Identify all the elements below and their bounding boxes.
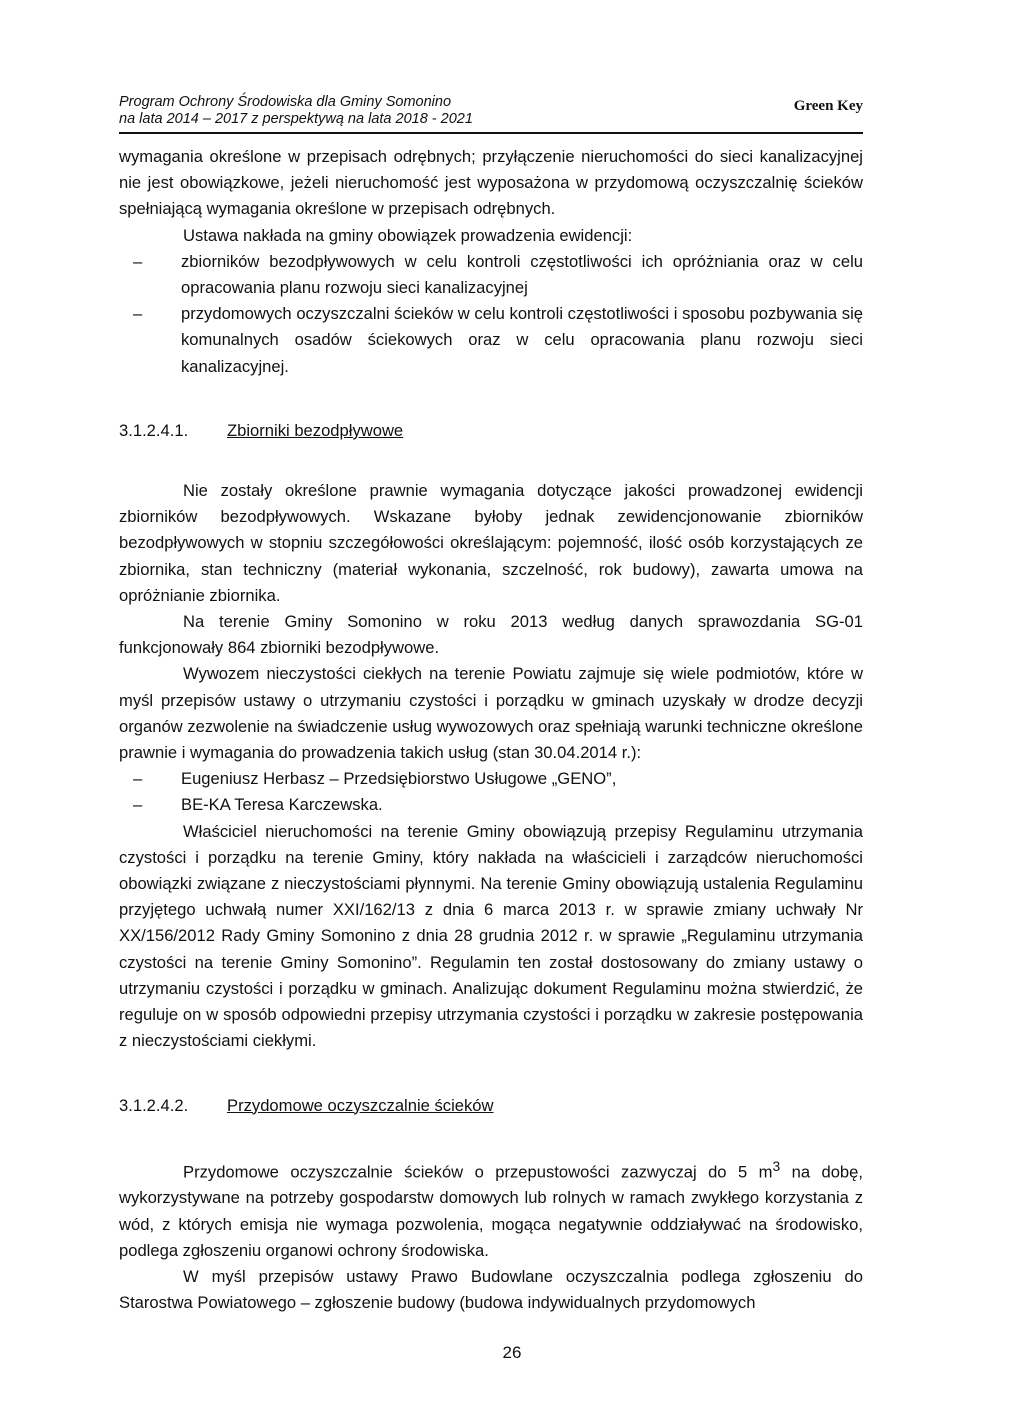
text-run: na dobę, wykorzystywane na potrzeby gospodarstw domowych lub rolnych w ramach zwykłego korzystania z wód, z których emisja nie wymaga pozwolenia, mogąca negatywnie oddziaływać na środowisko, podlega zgłoszeniu organowi ochrony środowiska. bbox=[119, 1162, 863, 1260]
header-brand: Green Key bbox=[793, 98, 863, 114]
intro-paragraph-2: Ustawa nakłada na gminy obowiązek prowadzenia ewidencji: bbox=[183, 225, 633, 245]
list-item: – przydomowych oczyszczalni ścieków w celu kontroli częstotliwości i sposobu pozbywania się komunalnych osadów ściekowych oraz w celu opracowania planu rozwoju sieci kanalizacyjnej. bbox=[119, 301, 863, 380]
list-item: – BE-KA Teresa Karczewska. bbox=[119, 792, 863, 818]
header-line-1: Program Ochrony Środowiska dla Gminy Somonino bbox=[119, 94, 452, 110]
page-number: 26 bbox=[502, 1343, 522, 1362]
page-header bbox=[119, 92, 863, 134]
section1-paragraph-4: Właściciel nieruchomości na terenie Gminy obowiązują przepisy Regulaminu utrzymania czystości i porządku na terenie Gminy, który nakłada na właścicieli i zarządców nieruchomości obowiązki związane z nieczystościami płynnymi. Na terenie Gminy obowiązują ustalenia Regulaminu przyjętego uchwałą numer XXI/162/13 z dnia 6 marca 2013 r. w sprawie zmiany uchwały Nr XX/156/2012 Rady Gminy Somonino z dnia 28 grudnia 2012 r. w sprawie „Regulaminu utrzymania czystości na terenie Gminy Somonino”. Regulamin ten został dostosowany do zmiany ustawy o utrzymaniu czystości i porządku w gminach. Analizując dokument Regulaminu można stwierdzić, że reguluje on w sposób odpowiedni przepisy utrzymania czystości i porządku w zakresie postępowania z nieczystościami ciekłymi. bbox=[119, 821, 863, 1051]
superscript: 3 bbox=[772, 1157, 781, 1174]
list-item: – Eugeniusz Herbasz – Przedsiębiorstwo Usługowe „GENO”, bbox=[119, 766, 863, 792]
section1-paragraph-3: Wywozem nieczystości ciekłych na terenie Powiatu zajmuje się wiele podmiotów, które w myśl przepisów ustawy o utrzymaniu czystości i porządku w gminach uzyskały w drodze decyzji organów zezwolenie na świadczenie usług wywozowych oraz spełniają warunki techniczne określone prawnie i wymagania do prowadzenia takich usług (stan 30.04.2014 r.): bbox=[119, 664, 863, 763]
text-run: Przydomowe oczyszczalnie ścieków o przepustowości zazwyczaj do 5 m bbox=[183, 1162, 773, 1182]
header-document-title bbox=[119, 94, 473, 128]
section2-paragraph-1 bbox=[119, 1153, 863, 1264]
document-body bbox=[119, 144, 863, 1316]
list-item: – zbiorników bezodpływowych w celu kontroli częstotliwości ich opróżniania oraz w celu opracowania planu rozwoju sieci kanalizacyjnej bbox=[119, 249, 863, 301]
header-line-2: na lata 2014 – 2017 z perspektywą na lata 2018 - 2021 bbox=[119, 111, 473, 127]
section-number: 3.1.2.4.1. bbox=[119, 420, 189, 440]
section1-paragraph-1: Nie zostały określone prawnie wymagania dotyczące jakości prowadzonej ewidencji zbiorników bezodpływowych. Wskazane byłoby jednak zewidencjonowanie zbiorników bezodpływowych w stopniu szczegółowości określającym: pojemność, ilość osób korzystających ze zbiornika, stan techniczny (materiał wykonania, szczelność, rok budowy), zawarta umowa na opróżnianie zbiornika. bbox=[119, 481, 863, 605]
section-title: Zbiorniki bezodpływowe bbox=[227, 420, 404, 440]
intro-list bbox=[119, 249, 863, 380]
intro-paragraph-1: wymagania określone w przepisach odrębnych; przyłączenie nieruchomości do sieci kanalizacyjnej nie jest obowiązkowe, jeżeli nieruchomość jest wyposażona w przydomową oczyszczalnię ścieków spełniającą wymagania określone w przepisach odrębnych. bbox=[119, 147, 863, 219]
section2-paragraph-2: W myśl przepisów ustawy Prawo Budowlane oczyszczalnia podlega zgłoszeniu do Starostwa Powiatowego – zgłoszenie budowy (budowa indywidualnych przydomowych bbox=[119, 1267, 863, 1313]
operators-list bbox=[119, 766, 863, 818]
section-heading-2 bbox=[119, 1093, 863, 1119]
section1-paragraph-2: Na terenie Gminy Somonino w roku 2013 według danych sprawozdania SG-01 funkcjonowały 864 zbiorniki bezodpływowe. bbox=[119, 612, 863, 658]
section-heading-1 bbox=[119, 418, 863, 444]
section-number: 3.1.2.4.2. bbox=[119, 1095, 189, 1115]
section-title: Przydomowe oczyszczalnie ścieków bbox=[227, 1095, 494, 1115]
